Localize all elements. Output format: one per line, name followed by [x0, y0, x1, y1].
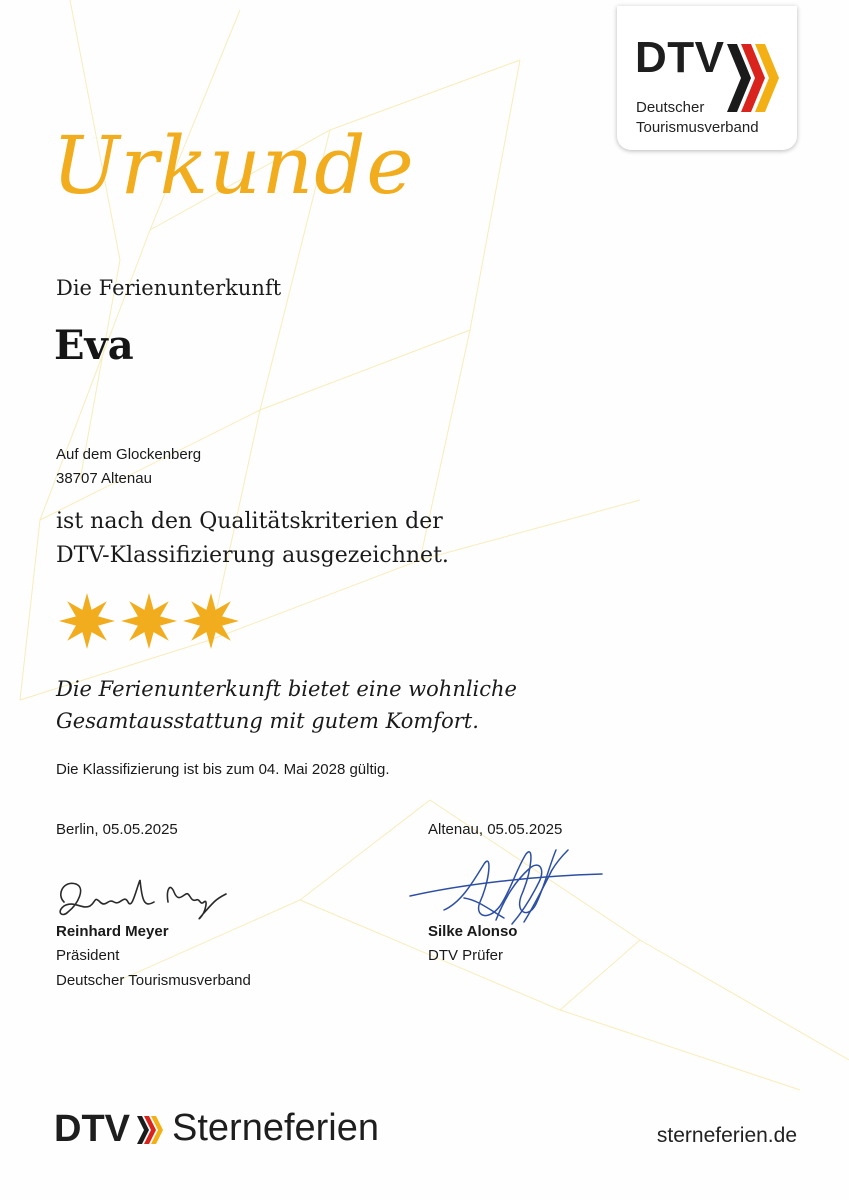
right-signer-role: DTV Prüfer: [428, 947, 504, 964]
star-rating: [56, 590, 242, 652]
statement-line-2: DTV-Klassifizierung ausgezeichnet.: [56, 543, 449, 568]
right-signer-name: Silke Alonso: [428, 923, 518, 940]
right-place-date: Altenau, 05.05.2025: [428, 821, 563, 838]
footer-website: sterneferien.de: [656, 1124, 797, 1147]
dtv-logo-text: DTV: [635, 33, 725, 82]
dtv-badge: [617, 6, 797, 150]
left-signer-organization: Deutscher Tourismusverband: [56, 972, 251, 989]
description-line-1: Die Ferienunterkunft bietet eine wohnliche: [56, 677, 517, 701]
address-city: 38707 Altenau: [56, 470, 152, 487]
signature-silke-alonso: [404, 840, 609, 932]
address-street: Auf dem Glockenberg: [56, 446, 202, 463]
star-icon: [180, 590, 242, 652]
footer-chevron-icon: [136, 1114, 166, 1146]
star-icon: [56, 590, 118, 652]
description-line-2: Gesamtausstattung mit gutem Komfort.: [56, 709, 479, 733]
statement-line-1: ist nach den Qualitätskriterien der: [56, 509, 443, 534]
certificate-title: Urkunde: [52, 119, 415, 212]
signature-reinhard-meyer: [50, 872, 240, 926]
validity-text: Die Klassifizierung ist bis zum 04. Mai 2028 gültig.: [56, 761, 390, 778]
star-icon: [118, 590, 180, 652]
left-signer-name: Reinhard Meyer: [56, 923, 169, 940]
dtv-org-line1: Deutscher: [636, 99, 705, 116]
footer-brand: Sterneferien: [172, 1107, 380, 1149]
left-signer-role: Präsident: [56, 947, 120, 964]
dtv-chevron-icon: [725, 40, 783, 116]
left-place-date: Berlin, 05.05.2025: [56, 821, 178, 838]
footer-dtv-logo: DTV: [54, 1108, 130, 1150]
property-name: Eva: [54, 322, 134, 369]
dtv-org-line2: Tourismusverband: [636, 119, 759, 136]
intro-text: Die Ferienunterkunft: [56, 276, 282, 300]
